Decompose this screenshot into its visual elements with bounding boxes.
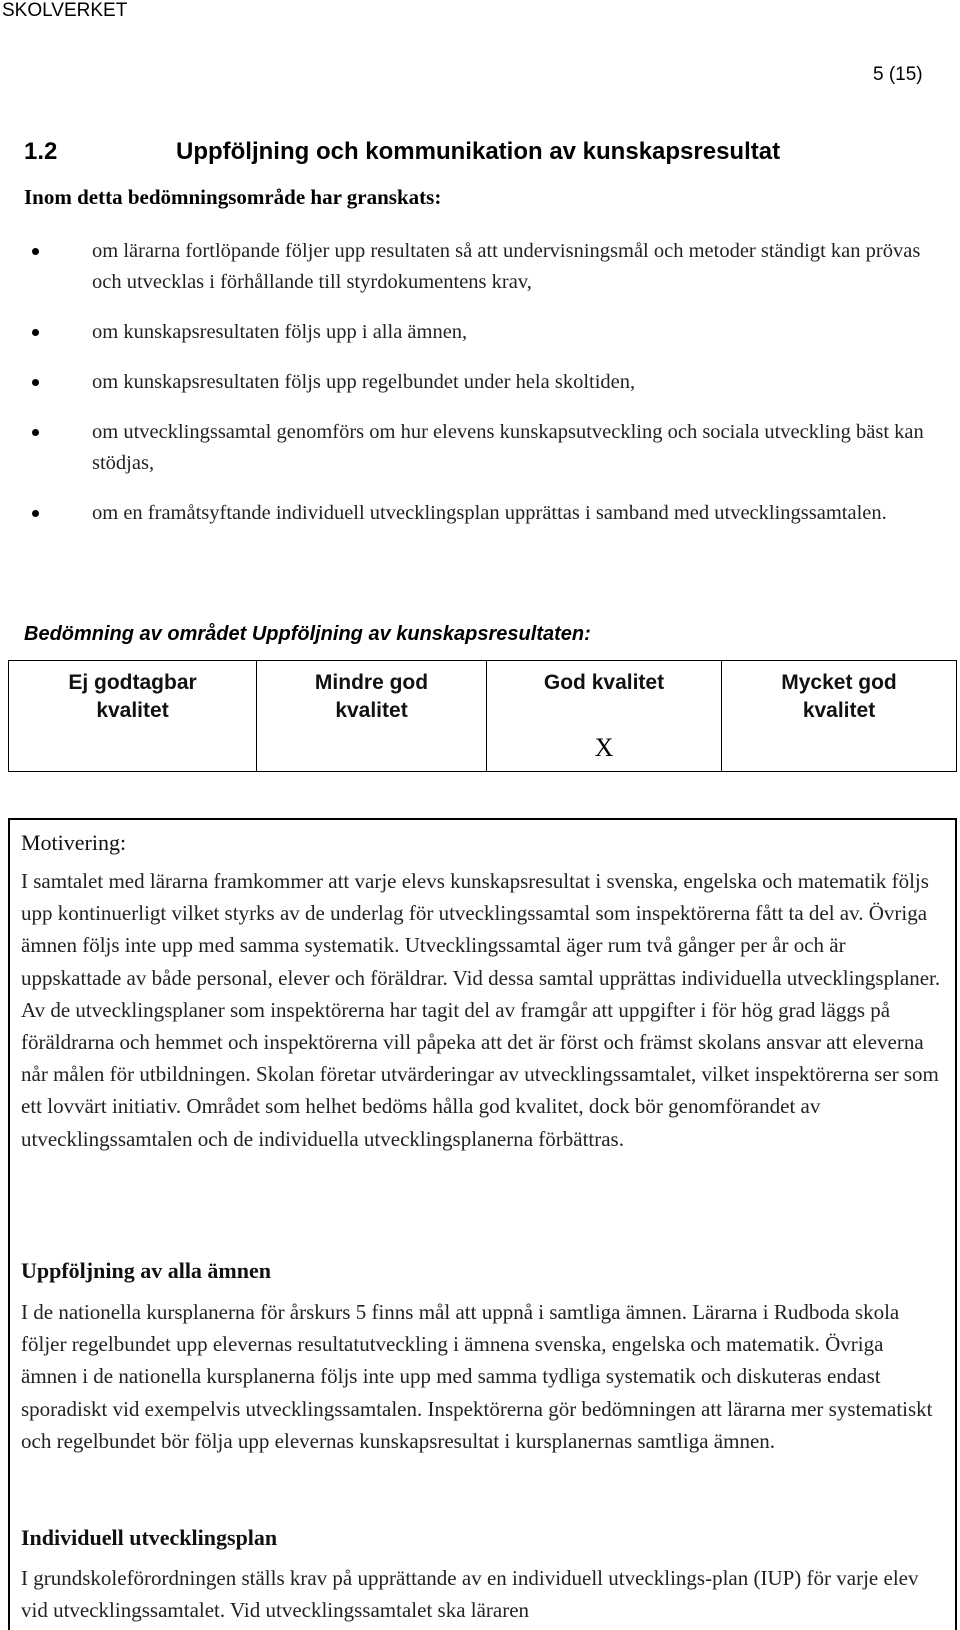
iup-heading: Individuell utvecklingsplan [21,1525,278,1550]
header-organization: SKOLVERKET [2,0,128,21]
iup-text: I grundskoleförordningen ställs krav på upprättande av en individuell utvecklings-plan (IUP) för varje elev vid utvecklingssamtalet. Vid utvecklingssamtalet ska läraren [21,1566,919,1623]
grade-header: God kvalitet [543,671,665,694]
page-number: 5 (15) [873,64,923,85]
list-item: om en framåtsyftande individuell utvecklingsplan upprättas i samband med utvecklingssamtalen. [24,498,924,529]
bullet-icon [32,429,39,436]
list-item: om kunskapsresultaten följs upp regelbundet under hela skoltiden, [24,367,924,398]
bullet-icon [32,248,39,255]
bullet-icon [32,329,39,336]
list-item: om utvecklingssamtal genomförs om hur elevens kunskapsutveckling och sociala utveckling bäst kan stödjas, [24,417,924,479]
grade-header: Ej godtagbar kvalitet [68,671,197,722]
intro-heading: Inom detta bedömningsområde har granskats: [24,185,442,209]
assessment-title: Bedömning av området Uppföljning av kunskapsresultaten: [24,623,591,645]
grade-column [721,661,956,771]
motivation-text: I samtalet med lärarna framkommer att varje elevs kunskapsresultat i svenska, engelska och matematik följs upp kontinuerligt vilket styrks av de underlag för utvecklingssamtal som inspektörerna fått ta del av. Övriga ämnen följs inte upp med samma systematik. Utvecklingssamtal äger rum två gånger per år och är uppskattade av både personal, elever och föräldrar. Vid dessa samtal upprättas individuella utvecklingsplaner. Av de utvecklingsplaner som inspektörerna har tagit del av framgår att uppgifter i för hög grad läggs på föräldrarna och hemmet och inspektörerna vill påpeka att det är först och främst skolans ansvar att eleverna når målen för utbildningen. Skolan företar utvärderingar av utvecklingssamtalet, vilket inspektörerna ser som ett lovvärt initiativ. Området som helhet bedöms hålla god kvalitet, dock bör genomförandet av utvecklingssamtalen och de individuella utvecklingsplanerna förbättras. [21,869,941,1151]
motivation-label: Motivering: [21,830,127,855]
grade-table [8,660,957,772]
bullet-icon [32,510,39,517]
section-number: 1.2 [24,138,58,165]
list-item: om kunskapsresultaten följs upp i alla ämnen, [24,317,924,348]
follow-up-text: I de nationella kursplanerna för årskurs 5 finns mål att uppnå i samtliga ämnen. Lärarna i Rudboda skola följer regelbundet upp elevernas resultatutveckling i ämnena svenska, engelska och matematik. Övriga ämnen i de nationella kursplanerna följs inte upp med samma tydliga systematik och diskuteras endast sporadiskt vid exempelvis utvecklingssamtalen. Inspektörerna gör bedömningen att lärarna mer systematiskt och regelbundet bör följa upp elevernas kunskapsresultat i kursplanernas samtliga ämnen. [21,1300,933,1453]
criteria-list [24,236,924,529]
grade-column [486,661,721,771]
follow-up-heading: Uppföljning av alla ämnen [21,1258,271,1283]
grade-header: Mycket god kvalitet [781,671,897,722]
list-item: om lärarna fortlöpande följer upp resultaten så att undervisningsmål och metoder ständigt kan prövas och utvecklas i förhållande till styrdokumentens krav, [24,236,924,298]
grade-column [256,661,486,771]
grade-header: Mindre god kvalitet [314,671,429,722]
grade-column [9,661,256,771]
grade-mark: X [594,733,614,762]
section-title: Uppföljning och kommunikation av kunskapsresultat [176,138,781,165]
bullet-icon [32,379,39,386]
